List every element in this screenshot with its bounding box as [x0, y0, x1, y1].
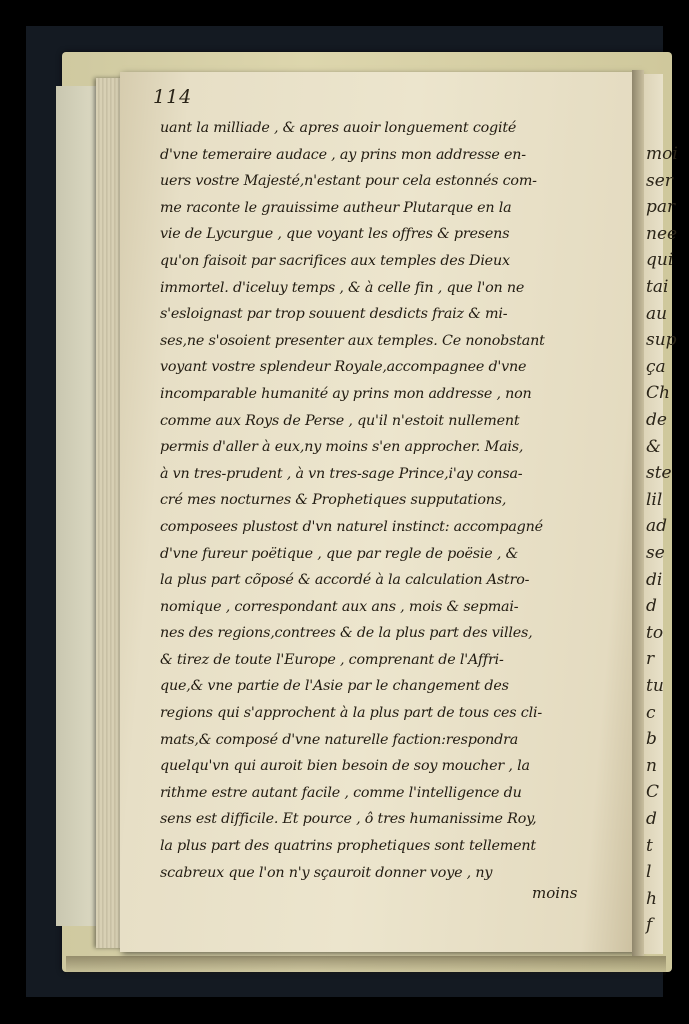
- facing-page-fragment: ça: [646, 356, 666, 377]
- text-line: immortel. d'iceluy temps , & à celle fin , que l'on ne: [160, 279, 525, 296]
- facing-page-fragment: tai: [646, 277, 669, 297]
- text-line: la plus part cõposé & accordé à la calculation Astro-: [160, 572, 530, 589]
- text-line: composees plustost d'vn naturel instinct: accompagné: [160, 518, 543, 535]
- facing-page-fragment: sup: [646, 330, 677, 351]
- text-line: uers vostre Majesté,n'estant pour cela estonnés com-: [160, 173, 537, 190]
- facing-page-fragment: C: [646, 782, 660, 803]
- text-line: rithme estre autant facile , comme l'intelligence du: [160, 784, 522, 801]
- text-line: scabreux que l'on n'y sçauroit donner voye , ny: [160, 864, 493, 881]
- facing-page-fragment: c: [646, 702, 656, 723]
- text-line: ses,ne s'osoient presenter aux temples. Ce nonobstant: [160, 332, 545, 349]
- facing-page-fragment: to: [646, 622, 664, 643]
- text-line: cré mes nocturnes & Prophetiques supputations,: [160, 492, 507, 509]
- facing-page-fragment: qui: [646, 250, 674, 271]
- text-line: mats,& composé d'vne naturelle faction:respondra: [160, 731, 519, 748]
- facing-page-fragment: de: [646, 410, 667, 430]
- text-line: & tirez de toute l'Europe , comprenant de l'Affri-: [160, 651, 504, 668]
- text-line: regions qui s'approchent à la plus part de tous ces cli-: [160, 705, 542, 722]
- text-line: me raconte le grauissime autheur Plutarque en la: [160, 199, 512, 216]
- text-line: s'esloignast par trop souuent desdicts fraiz & mi-: [160, 306, 508, 323]
- facing-page-fragment: n: [646, 755, 657, 776]
- facing-page-fragment: Ch: [646, 383, 670, 404]
- text-line: à vn tres-prudent , à vn tres-sage Prince,i'ay consa-: [160, 465, 523, 482]
- facing-page-fragment: se: [646, 543, 665, 563]
- facing-page-fragment: f: [646, 915, 653, 936]
- facing-page-fragment: nee: [646, 223, 678, 244]
- text-line: nes des regions,contrees & de la plus part des villes,: [160, 625, 533, 642]
- text-line: vie de Lycurgue , que voyant les offres & presens: [160, 226, 510, 243]
- facing-page-fragment: au: [646, 303, 668, 324]
- facing-page-fragment: lil: [646, 489, 663, 510]
- facing-page-fragment: b: [646, 729, 657, 750]
- text-line: quelqu'vn qui auroit bien besoin de soy moucher , la: [160, 758, 530, 775]
- facing-page-fragment: ste: [646, 463, 672, 484]
- facing-page-fragment: l: [646, 862, 652, 883]
- facing-page-fragment: t: [646, 835, 653, 856]
- text-line: sens est difficile. Et pource , ô tres humanissime Roy,: [160, 811, 537, 828]
- facing-page-fragment: &: [646, 436, 662, 457]
- text-line: qu'on faisoit par sacrifices aux temples des Dieux: [160, 252, 510, 269]
- facing-page-fragment: tu: [646, 676, 664, 696]
- text-line: nomique , correspondant aux ans , mois & sepmai-: [160, 598, 519, 615]
- text-line: incomparable humanité ay prins mon addresse , non: [160, 385, 532, 402]
- text-line: la plus part des quatrins prophetiques sont tellement: [160, 838, 536, 855]
- text-line: d'vne fureur poëtique , que par regle de poësie , &: [160, 545, 519, 562]
- facing-page: [644, 74, 678, 954]
- text-block: [160, 115, 600, 886]
- text-line: que,& vne partie de l'Asie par le changement des: [160, 678, 509, 695]
- facing-page-fragment: di: [646, 569, 663, 590]
- book-gutter: [632, 70, 644, 956]
- catchword: moins: [532, 884, 578, 902]
- bottom-shadow: [66, 956, 666, 976]
- facing-page-fragment: par: [646, 197, 676, 218]
- facing-page-fragment: d: [646, 809, 657, 829]
- facing-page-fragment: h: [646, 888, 657, 909]
- page-number: 114: [153, 86, 193, 108]
- facing-page-fragment: d: [646, 596, 657, 617]
- text-line: uant la milliade , & apres auoir longuement cogité: [160, 120, 517, 136]
- facing-page-fragment: ad: [646, 516, 668, 537]
- facing-page-fragment: r: [646, 649, 655, 670]
- text-line: voyant vostre splendeur Royale,accompagnee d'vne: [160, 359, 527, 376]
- text-line: d'vne temeraire audace , ay prins mon addresse en-: [160, 146, 526, 163]
- facing-page-fragment: ser: [646, 170, 673, 191]
- text-line: permis d'aller à eux,ny moins s'en approcher. Mais,: [160, 439, 524, 456]
- facing-page-fragment: moi: [646, 144, 678, 164]
- text-line: comme aux Roys de Perse , qu'il n'estoit nullement: [160, 412, 520, 429]
